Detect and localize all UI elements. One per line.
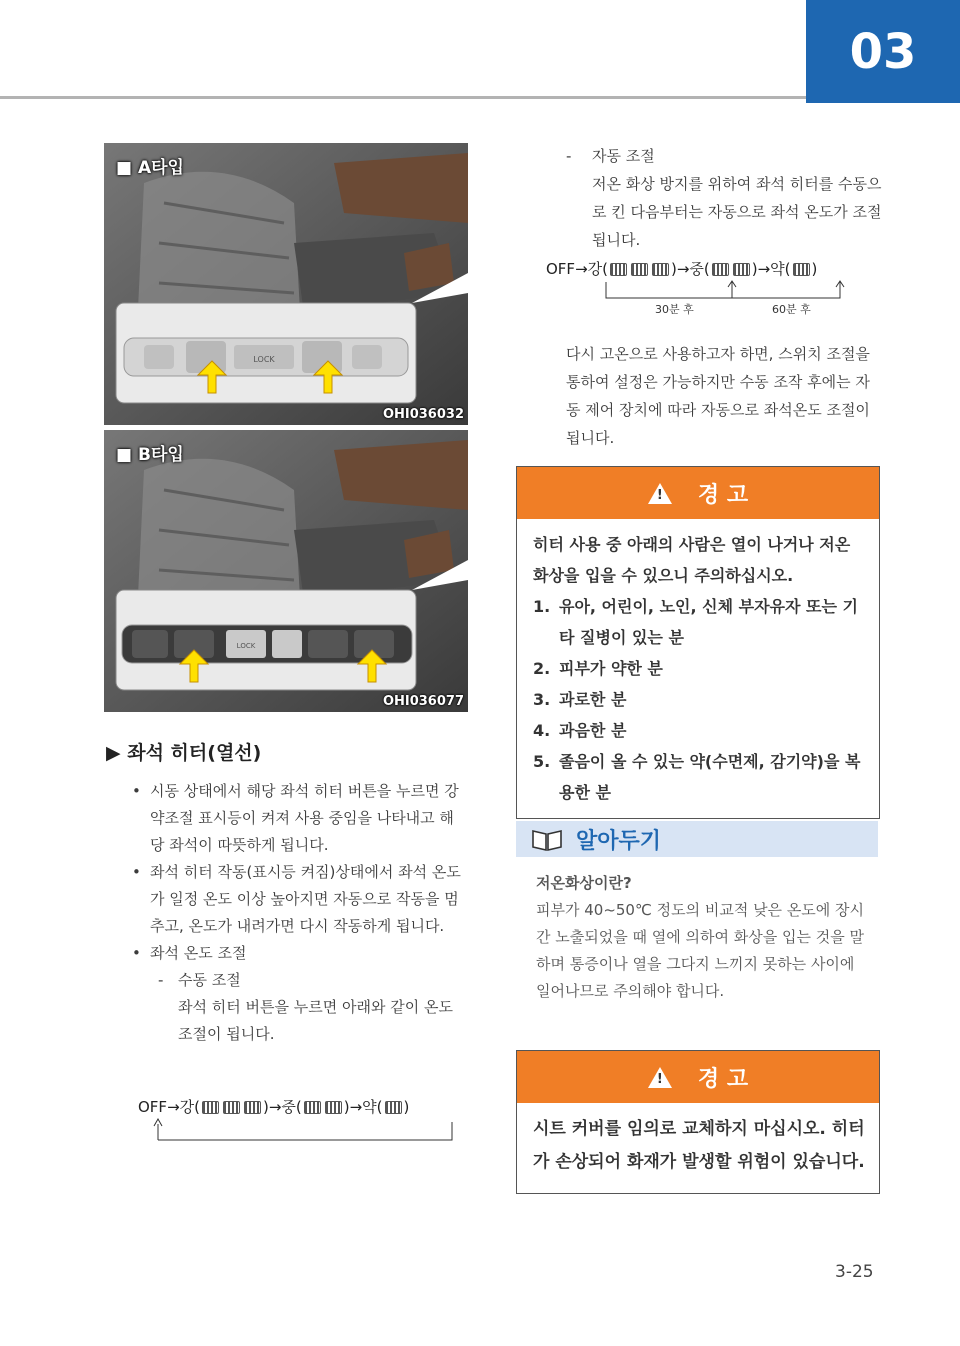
auto-timeline [600,280,850,302]
seq-off: OFF→강( [138,1098,200,1116]
warning-icon: ! [648,483,672,504]
warning-title: 경 고 [697,1066,749,1092]
seq-mid: )→중( [262,1098,302,1116]
note-heading: 저온화상이란? [536,874,632,892]
auto-body: 저온 화상 방지를 위하여 좌석 히터를 수동으로 킨 다음부터는 자동으로 좌석 온도가 조절 됩니다. [592,175,882,249]
dash-mark: - [566,147,572,165]
chapter-badge: 03 [806,0,960,103]
dash-mark: - [158,971,164,989]
manual-title: 수동 조절 [178,971,241,989]
photo-code: OHI036032 [382,407,464,422]
warning-header [517,1051,879,1103]
lock-button-label: LOCK [236,642,256,650]
bullet-item: • 시동 상태에서 해당 좌석 히터 버튼을 누르면 강약조절 표시등이 켜져 사용 중임을 나타내고 해당 좌석이 따뜻하게 됩니다. [128,778,468,859]
photo-tag: ■ B타입 [116,445,184,465]
warning-content [517,519,879,818]
warning-content: 시트 커버를 임의로 교체하지 마십시오. 히터가 손상되어 화재가 발생할 위험이 있습니다. [533,1119,865,1172]
seat-photo-a [104,143,468,425]
auto-control [566,142,882,254]
heat-level-icon [304,1101,321,1114]
section-title: ▶ 좌석 히터(열선) [106,742,262,764]
heat-level-icon [712,263,729,276]
auto-after: 다시 고온으로 사용하고자 하면, 스위치 조절을 통하여 설정은 가능하지만 수동 조작 후에는 자동 제어 장치에 따라 자동으로 좌석온도 조절이 됩니다. [566,345,870,447]
seq-off: OFF→강( [546,260,608,278]
seq-mid: )→약( [343,1098,383,1116]
heat-level-icon [385,1101,402,1114]
warning-title: 경 고 [697,482,749,508]
manual-return-arrow [150,1118,460,1142]
heat-level-icon [223,1101,240,1114]
warning-icon: ! [648,1067,672,1088]
warning-item: 2. 피부가 약한 분 [533,659,663,678]
seat-illustration-b [104,430,468,712]
heat-level-icon [631,263,648,276]
bullet-item: • 좌석 히터 작동(표시등 켜짐)상태에서 좌석 온도가 일정 온도 이상 높아지면 자동으로 작동을 멈추고, 온도가 내려가면 다시 작동하게 됩니다. [128,859,468,940]
photo-code: OHI036077 [382,694,464,709]
manual-control [128,967,468,994]
seq-mid: )→약( [751,260,791,278]
manual-sequence [138,1096,409,1117]
timeline-label-60: 60분 후 [772,303,811,316]
bullet-item: • 좌석 온도 조절 [128,940,468,967]
warning-intro: 히터 사용 중 아래의 사람은 열이 나거나 저온화상을 입을 수 있으니 주의하십시오. [533,535,851,585]
seq-end: ) [403,1098,410,1116]
warning-item: 1. 유아, 어린이, 노인, 신체 부자유자 또는 기타 질병이 있는 분 [533,597,858,647]
timeline-label-30: 30분 후 [655,303,694,316]
warning-item: 5. 졸음이 올 수 있는 약(수면제, 감기약)을 복용한 분 [533,752,861,802]
warning-item: 3. 과로한 분 [533,690,627,709]
note-text: 피부가 40~50℃ 정도의 비교적 낮은 온도에 장시간 노출되었을 때 열에 의하여 화상을 입는 것을 말하며 통증이나 열을 그다지 느끼지 못하는 사이에 일어나므로 주의해야 합니다. [536,901,865,1000]
page-number: 3-25 [835,1262,874,1282]
warning-list [533,591,865,808]
note-body [536,870,866,1005]
photo-tag: ■ A타입 [116,158,184,178]
warning-box-2 [516,1050,880,1194]
book-icon [530,826,564,852]
auto-title-row [566,142,882,170]
seat-photo-b [104,430,468,712]
bullet-list [128,778,468,1048]
warning-box-1 [516,466,880,819]
heat-level-icon [652,263,669,276]
heat-level-icon [244,1101,261,1114]
note-header [516,821,878,857]
heat-level-icon [325,1101,342,1114]
auto-title: 자동 조절 [592,147,655,165]
auto-sequence [546,258,817,279]
heat-level-icon [610,263,627,276]
manual-body: 좌석 히터 버튼을 누르면 아래와 같이 온도 조절이 됩니다. [178,998,453,1043]
heat-level-icon [793,263,810,276]
note-title: 알아두기 [576,828,662,854]
seq-end: ) [811,260,818,278]
header-rule [0,96,806,99]
warning-item: 4. 과음한 분 [533,721,627,740]
lock-button-label: LOCK [253,355,275,364]
seat-illustration-a [104,143,468,425]
heat-level-icon [202,1101,219,1114]
warning-header [517,467,879,519]
heat-level-icon [733,263,750,276]
seq-mid: )→중( [670,260,710,278]
